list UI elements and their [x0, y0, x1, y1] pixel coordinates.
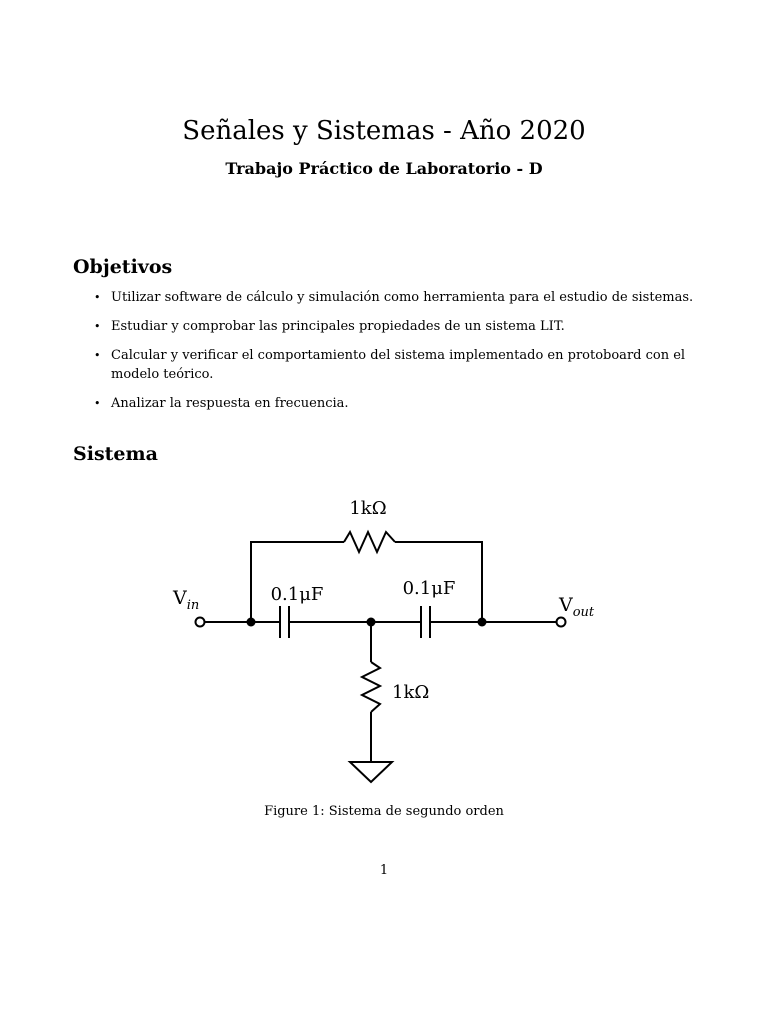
- ground-icon: [350, 762, 392, 782]
- list-item: [73, 317, 697, 336]
- list-item-text: Utilizar software de cálculo y simulación como herramienta para el estudio de sistemas.: [111, 290, 694, 305]
- section-heading-sistema: Sistema: [73, 443, 158, 465]
- bottom-resistor-label: 1kΩ: [392, 682, 430, 703]
- top-resistor-zigzag-icon: [344, 532, 395, 552]
- vin-label-sub: in: [186, 598, 200, 613]
- page-number: 1: [379, 863, 389, 878]
- vout-terminal-icon: [557, 618, 566, 627]
- vout-label: [558, 594, 595, 620]
- bullet-icon: •: [94, 349, 101, 362]
- list-item-text: Calcular y verificar el comportamiento del sistema implementado en protoboard con el modelo teórico.: [111, 348, 686, 382]
- junction-dot-right: [478, 618, 487, 627]
- list-item: [73, 394, 697, 413]
- junction-dot-left: [247, 618, 256, 627]
- vin-terminal-icon: [196, 618, 205, 627]
- figure-caption: Figure 1: Sistema de segundo orden: [264, 804, 504, 819]
- bullet-icon: •: [94, 397, 101, 410]
- top-branch-wire: [251, 542, 344, 622]
- list-item-text: Analizar la respuesta en frecuencia.: [111, 396, 349, 411]
- vout-label-main: V: [559, 594, 573, 616]
- vout-label-sub: out: [572, 605, 595, 620]
- document-title: Señales y Sistemas - Año 2020: [182, 116, 586, 146]
- bottom-resistor-zigzag-icon: [362, 662, 380, 712]
- document-subtitle: Trabajo Práctico de Laboratorio - D: [225, 159, 543, 178]
- bullet-icon: •: [94, 320, 101, 333]
- bullet-icon: •: [94, 291, 101, 304]
- left-capacitor-label: 0.1μF: [270, 584, 324, 605]
- circuit-diagram: [160, 488, 610, 788]
- vin-label: [172, 587, 199, 613]
- vin-label-main: V: [173, 587, 187, 609]
- list-item-text: Estudiar y comprobar las principales propiedades de un sistema LIT.: [111, 319, 565, 334]
- list-item: [73, 288, 697, 307]
- list-item: [73, 346, 697, 384]
- top-resistor-label: 1kΩ: [349, 498, 387, 519]
- right-capacitor-label: 0.1μF: [402, 578, 456, 599]
- objectives-list: [73, 288, 697, 423]
- junction-dot-middle: [367, 618, 376, 627]
- section-heading-objetivos: Objetivos: [73, 256, 173, 278]
